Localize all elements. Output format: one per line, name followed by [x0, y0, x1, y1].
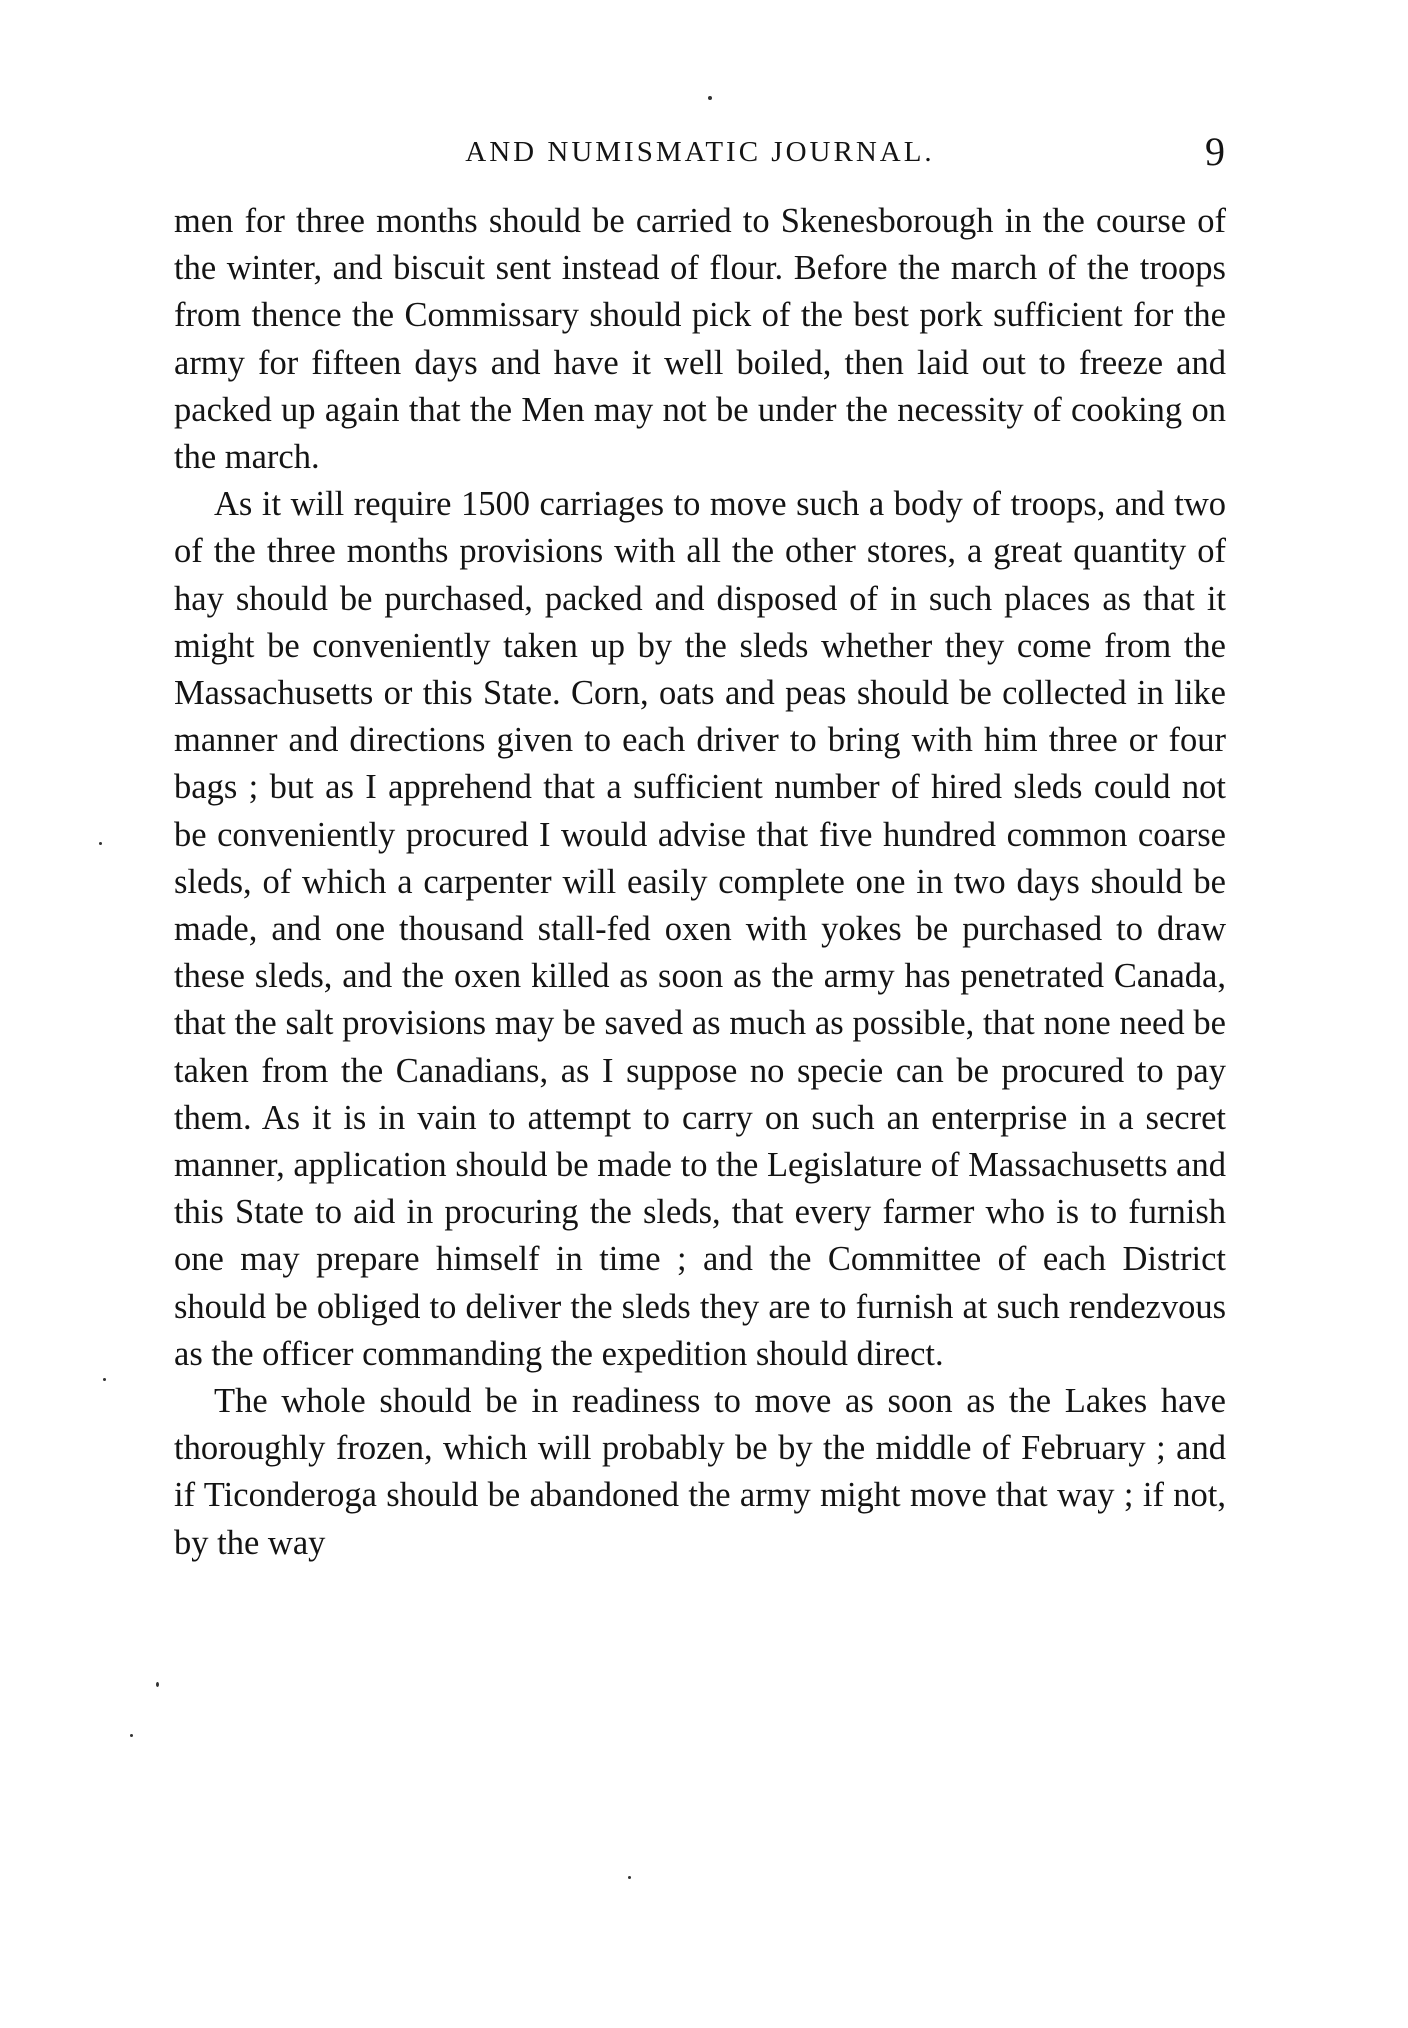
scan-speck	[99, 842, 102, 845]
paragraph-3: The whole should be in readiness to move as soon as the Lakes have thoroughly frozen, which will probably be by the middle of February ; and if Ticonderoga should be abandoned the army might move that way ; if not, by the way	[174, 1382, 1226, 1562]
scan-speck	[156, 1682, 159, 1687]
scan-speck	[130, 1734, 133, 1737]
paragraph-1: men for three months should be carried to Skenesborough in the course of the winter, and biscuit sent instead of flour. Before the march of the troops from thence the Commissary should pick of the best pork sufficient for the army for fifteen days and have it well boiled, then laid out to freeze and packed up again that the Men may not be under the necessity of cooking on the march.	[174, 202, 1226, 477]
scan-speck	[103, 1378, 106, 1381]
running-title: AND NUMISMATIC JOURNAL.	[465, 136, 935, 168]
body-text	[174, 198, 1226, 1567]
running-head	[175, 128, 1225, 178]
paragraph-2: As it will require 1500 carriages to move such a body of troops, and two of the three months provisions with all the other stores, a great quantity of hay should be purchased, packed and disposed of in such places as that it might be conveniently taken up by the sleds whether they come from the Massachusetts or this State. Corn, oats and peas should be collected in like manner and directions given to each driver to bring with him three or four bags ; but as I apprehend that a sufficient number of hired sleds could not be conveniently procured I would advise that five hundred common coarse sleds, of which a carpenter will easily complete one in two days should be made, and one thousand stall-fed oxen with yokes be purchased to draw these sleds, and the oxen killed as soon as the army has penetrated Canada, that the salt provisions may be saved as much as possible, that none need be taken from the Canadians, as I suppose no specie can be procured to pay them. As it is in vain to attempt to carry on such an enterprise in a secret manner, application should be made to the Legislature of Massachusetts and this State to aid in procuring the sleds, that every farmer who is to furnish one may prepare himself in time ; and the Committee of each District should be obliged to deliver the sleds they are to furnish at such rendezvous as the officer commanding the expedition should direct.	[174, 485, 1226, 1373]
scan-speck	[708, 96, 712, 100]
scan-speck	[628, 1876, 631, 1879]
page-number: 9	[1205, 129, 1225, 174]
